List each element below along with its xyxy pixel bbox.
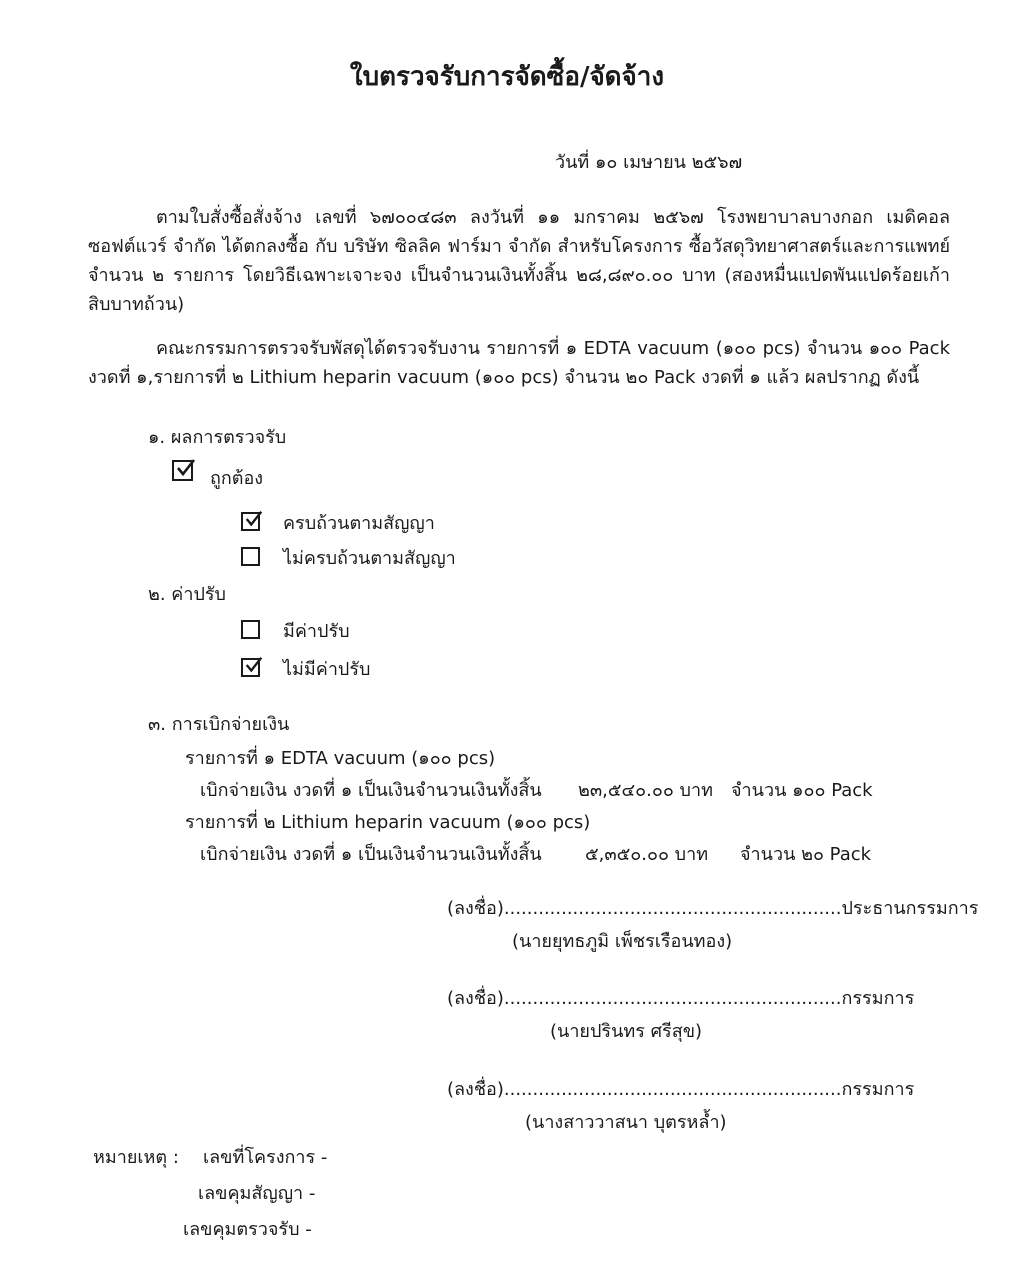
no-fine-checkbox[interactable] — [241, 658, 260, 677]
incomplete-label: ไม่ครบถ้วนตามสัญญา — [283, 548, 456, 569]
payment-desc-2: เบิกจ่ายเงิน งวดที่ ๑ เป็นเงินจำนวนเงินทั้งสิ้น — [200, 844, 542, 865]
signature-name-member-2: (นางสาววาสนา บุตรหล้ำ) — [525, 1112, 727, 1133]
has-fine-label: มีค่าปรับ — [283, 621, 350, 642]
has-fine-checkbox[interactable] — [241, 620, 260, 639]
payment-item-2: รายการที่ ๒ Lithium heparin vacuum (๑๐๐ pcs) — [185, 812, 591, 833]
notes-label: หมายเหตุ : — [93, 1147, 179, 1168]
payment-qty-2: จำนวน ๒๐ Pack — [740, 844, 872, 865]
signature-line-member-2: (ลงชื่อ)...........................................................กรรมการ — [447, 1079, 915, 1100]
section1-heading: ๑. ผลการตรวจรับ — [148, 427, 287, 448]
correct-checkbox[interactable] — [172, 460, 193, 481]
intro-paragraph: ตามใบสั่งซื้อสั่งจ้าง เลขที่ ๖๗๐๐๔๘๓ ลงวันที่ ๑๑ มกราคม ๒๕๖๗ โรงพยาบาลบางกอก เมดิคอล ซอฟต์แวร์ จำกัด ได้ตกลงซื้อ กับ บริษัท ซิลลิค ฟาร์มา จำกัด สำหรับโครงการ ซื้อวัสดุวิทยาศาสตร์และการแพทย์ จำนวน ๒ รายการ โดยวิธีเฉพาะเจาะจง เป็นจำนวนเงินทั้งสิ้น ๒๘,๘๙๐.๐๐ บาท (สองหมื่นแปดพันแปดร้อยเก้าสิบบาทถ้วน) — [88, 207, 950, 315]
signature-line-member-1: (ลงชื่อ)...........................................................กรรมการ — [447, 988, 915, 1009]
payment-amount-2: ๕,๓๕๐.๐๐ บาท — [585, 844, 709, 865]
correct-label: ถูกต้อง — [210, 468, 264, 489]
payment-qty-1: จำนวน ๑๐๐ Pack — [731, 780, 873, 801]
note-contract-number: เลขคุมสัญญา - — [198, 1183, 316, 1204]
inspection-paragraph: คณะกรรมการตรวจรับพัสดุได้ตรวจรับงาน รายการที่ ๑ EDTA vacuum (๑๐๐ pcs) จำนวน ๑๐๐ Pack งวดที่ ๑,รายการที่ ๒ Lithium heparin vacuum (๑๐๐ pcs) จำนวน ๒๐ Pack งวดที่ ๑ แล้ว ผลปรากฏ ดังนี้ — [88, 338, 950, 388]
check-icon — [244, 509, 264, 529]
section3-heading: ๓. การเบิกจ่ายเงิน — [148, 714, 290, 735]
document-title: ใบตรวจรับการจัดซื้อ/จัดจ้าง — [349, 62, 665, 92]
document-date: วันที่ ๑๐ เมษายน ๒๕๖๗ — [555, 152, 743, 173]
incomplete-checkbox[interactable] — [241, 547, 260, 566]
payment-desc-1: เบิกจ่ายเงิน งวดที่ ๑ เป็นเงินจำนวนเงินทั้งสิ้น — [200, 780, 542, 801]
signature-line-chairman: (ลงชื่อ)...........................................................ประธานกรรมการ — [447, 898, 979, 919]
no-fine-label: ไม่มีค่าปรับ — [283, 659, 371, 680]
note-project-number: เลขที่โครงการ - — [203, 1147, 328, 1168]
note-inspection-number: เลขคุมตรวจรับ - — [183, 1219, 312, 1240]
complete-label: ครบถ้วนตามสัญญา — [283, 513, 435, 534]
check-icon — [244, 655, 264, 675]
signature-name-member-1: (นายปรินทร ศรีสุข) — [550, 1021, 703, 1042]
check-icon — [175, 457, 197, 479]
payment-item-1: รายการที่ ๑ EDTA vacuum (๑๐๐ pcs) — [185, 748, 496, 769]
complete-checkbox[interactable] — [241, 512, 260, 531]
payment-amount-1: ๒๓,๕๔๐.๐๐ บาท — [578, 780, 713, 801]
section2-heading: ๒. ค่าปรับ — [148, 584, 226, 605]
signature-name-chairman: (นายยุทธภูมิ เพ็ชรเรือนทอง) — [512, 931, 733, 952]
